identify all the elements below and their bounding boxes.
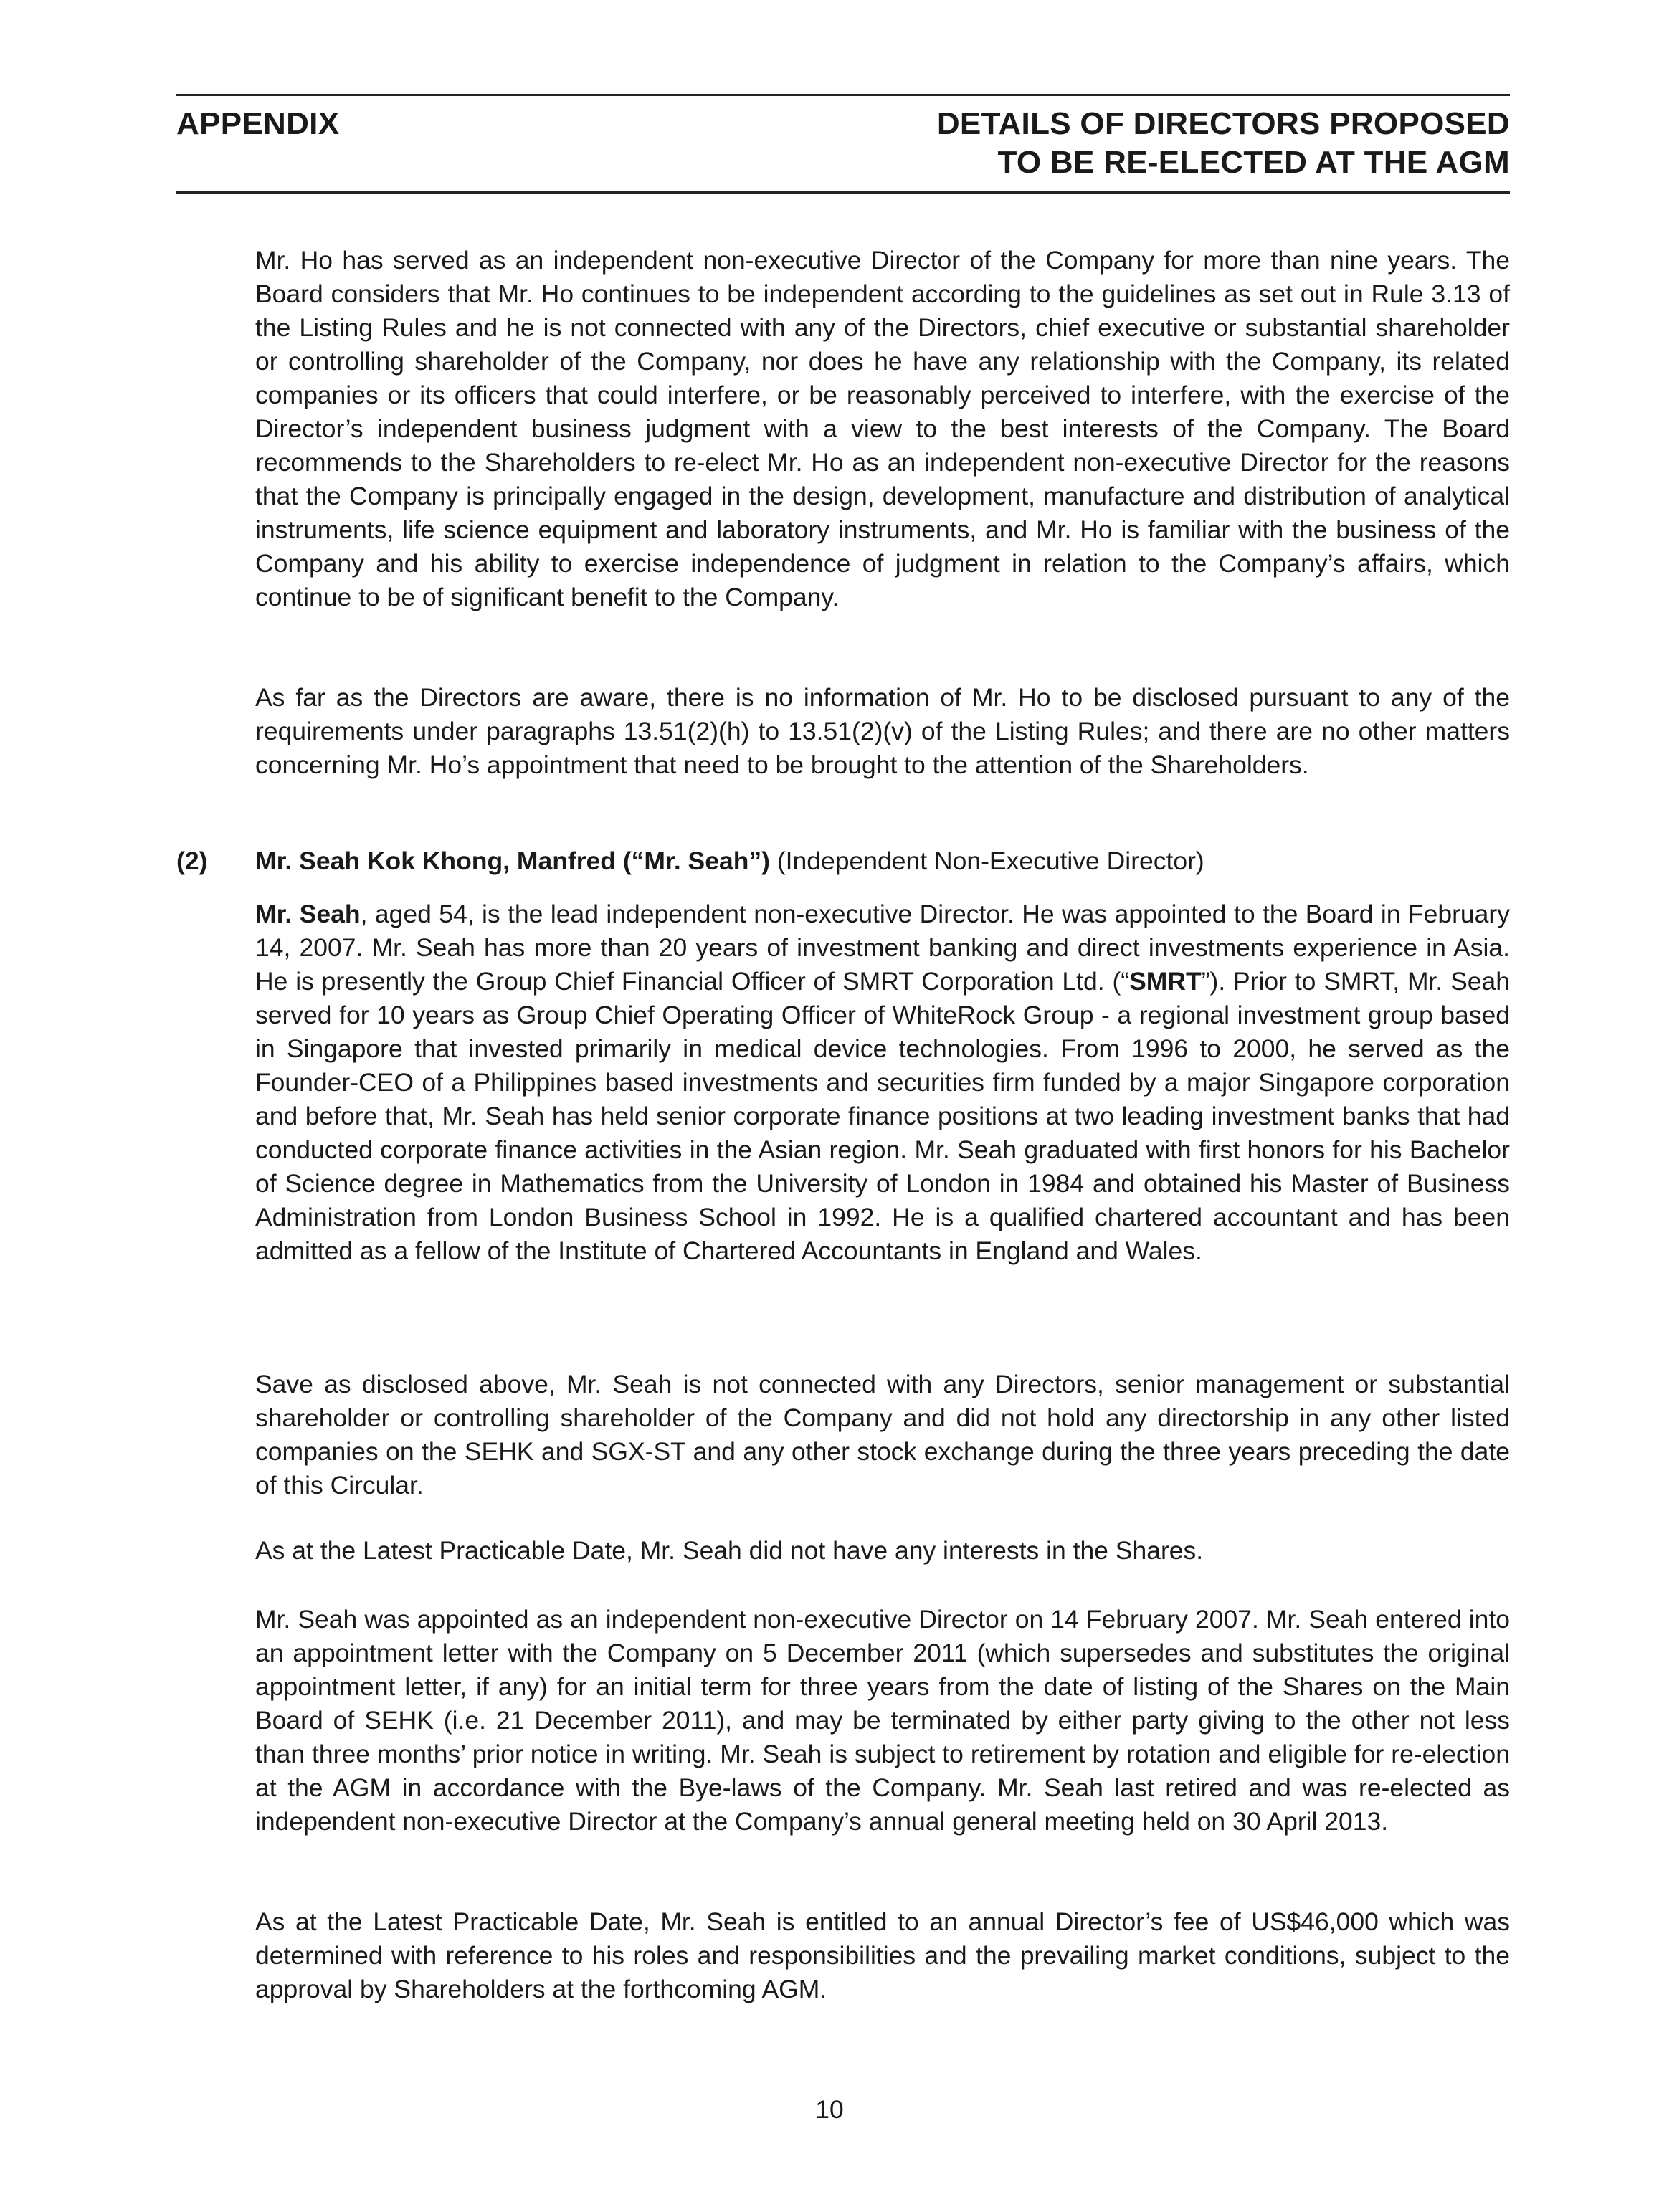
header-bottom-rule <box>176 191 1510 194</box>
seah-name-bold: Mr. Seah <box>255 900 361 928</box>
header-appendix-label: APPENDIX <box>176 106 340 141</box>
paragraph-seah-connections: Save as disclosed above, Mr. Seah is not connected with any Directors, senior management or substantial shareholder or controlling shareholder of the Company and did not hold any directorship in any other listed companies on the SEHK and SGX-ST and any other stock exchange during the three years preceding the date of this Circular. <box>255 1370 1510 1500</box>
header-section-title <box>937 105 1510 182</box>
seah-bio-part-a: , aged 54, is the lead independent non-executive Director. He was appointed to the Board in February 14, 2007. Mr. Seah has more than 20 years of investment banking and direct investments experience in Asia. He is presently the Group Chief Financial Officer of SMRT Corporation Ltd. (“ <box>255 900 1510 996</box>
header-top-rule <box>176 94 1510 96</box>
page-number: 10 <box>815 2095 844 2124</box>
paragraph-seah-appointment: Mr. Seah was appointed as an independent non-executive Director on 14 February 2007. Mr. Seah entered into an appointment letter with the Company on 5 December 2011 (which supersedes and substitutes the original appointment letter, if any) for an initial term for three years from the date of listing of the Shares on the Main Board of SEHK (i.e. 21 December 2011), and may be terminated by either party giving to the other not less than three months’ prior notice in writing. Mr. Seah is subject to retirement by rotation and eligible for re-election at the AGM in accordance with the Bye-laws of the Company. Mr. Seah last retired and was re-elected as independent non-executive Director at the Company’s annual general meeting held on 30 April 2013. <box>255 1605 1510 1836</box>
item-heading <box>255 844 1510 878</box>
item-heading-name: Mr. Seah Kok Khong, Manfred (“Mr. Seah”) <box>255 847 770 875</box>
paragraph-ho-independence: Mr. Ho has served as an independent non-executive Director of the Company for more than nine years. The Board considers that Mr. Ho continues to be independent according to the guidelines as set out in Rule 3.13 of the Listing Rules and he is not connected with any of the Directors, chief executive or substantial shareholder or controlling shareholder of the Company, nor does he have any relationship with the Company, its related companies or its officers that could interfere, or be reasonably perceived to interfere, with the exercise of the Director’s independent business judgment with a view to the best interests of the Company. The Board recommends to the Shareholders to re-elect Mr. Ho as an independent non-executive Director for the reasons that the Company is principally engaged in the design, development, manufacture and distribution of analytical instruments, life science equipment and laboratory instruments, and Mr. Ho is familiar with the business of the Company and his ability to exercise independence of judgment in relation to the Company’s affairs, which continue to be of significant benefit to the Company. <box>255 246 1510 611</box>
header-section-title-line2: TO BE RE-ELECTED AT THE AGM <box>997 145 1510 180</box>
paragraph-seah-biography <box>255 897 1510 1268</box>
seah-bio-part-b: ”). Prior to SMRT, Mr. Seah served for 10 years as Group Chief Operating Officer of WhiteRock Group - a regional investment group based in Singapore that invested primarily in medical device technologies. From 1996 to 2000, he served as the Founder-CEO of a Philippines based investments and securities firm funded by a major Singapore corporation and before that, Mr. Seah has held senior corporate finance positions at two leading investment banks that had conducted corporate finance activities in the Asian region. Mr. Seah graduated with first honors for his Bachelor of Science degree in Mathematics from the University of London in 1984 and obtained his Master of Business Administration from London Business School in 1992. He is a qualified chartered accountant and has been admitted as a fellow of the Institute of Chartered Accountants in England and Wales. <box>255 967 1510 1265</box>
paragraph-seah-fee: As at the Latest Practicable Date, Mr. Seah is entitled to an annual Director’s fee of US$46,000 which was determined with reference to his roles and responsibilities and the prevailing market conditions, subject to the approval by Shareholders at the forthcoming AGM. <box>255 1907 1510 2003</box>
paragraph-ho-disclosure: As far as the Directors are aware, there is no information of Mr. Ho to be disclosed pursuant to any of the requirements under paragraphs 13.51(2)(h) to 13.51(2)(v) of the Listing Rules; and there are no other matters concerning Mr. Ho’s appointment that need to be brought to the attention of the Shareholders. <box>255 683 1510 779</box>
paragraph-seah-interests: As at the Latest Practicable Date, Mr. Seah did not have any interests in the Shares. <box>255 1536 1204 1565</box>
header-section-title-line1: DETAILS OF DIRECTORS PROPOSED <box>936 106 1510 141</box>
item-number: (2) <box>176 847 208 875</box>
smrt-abbrev-bold: SMRT <box>1129 967 1202 996</box>
item-heading-role: (Independent Non-Executive Director) <box>769 847 1204 875</box>
